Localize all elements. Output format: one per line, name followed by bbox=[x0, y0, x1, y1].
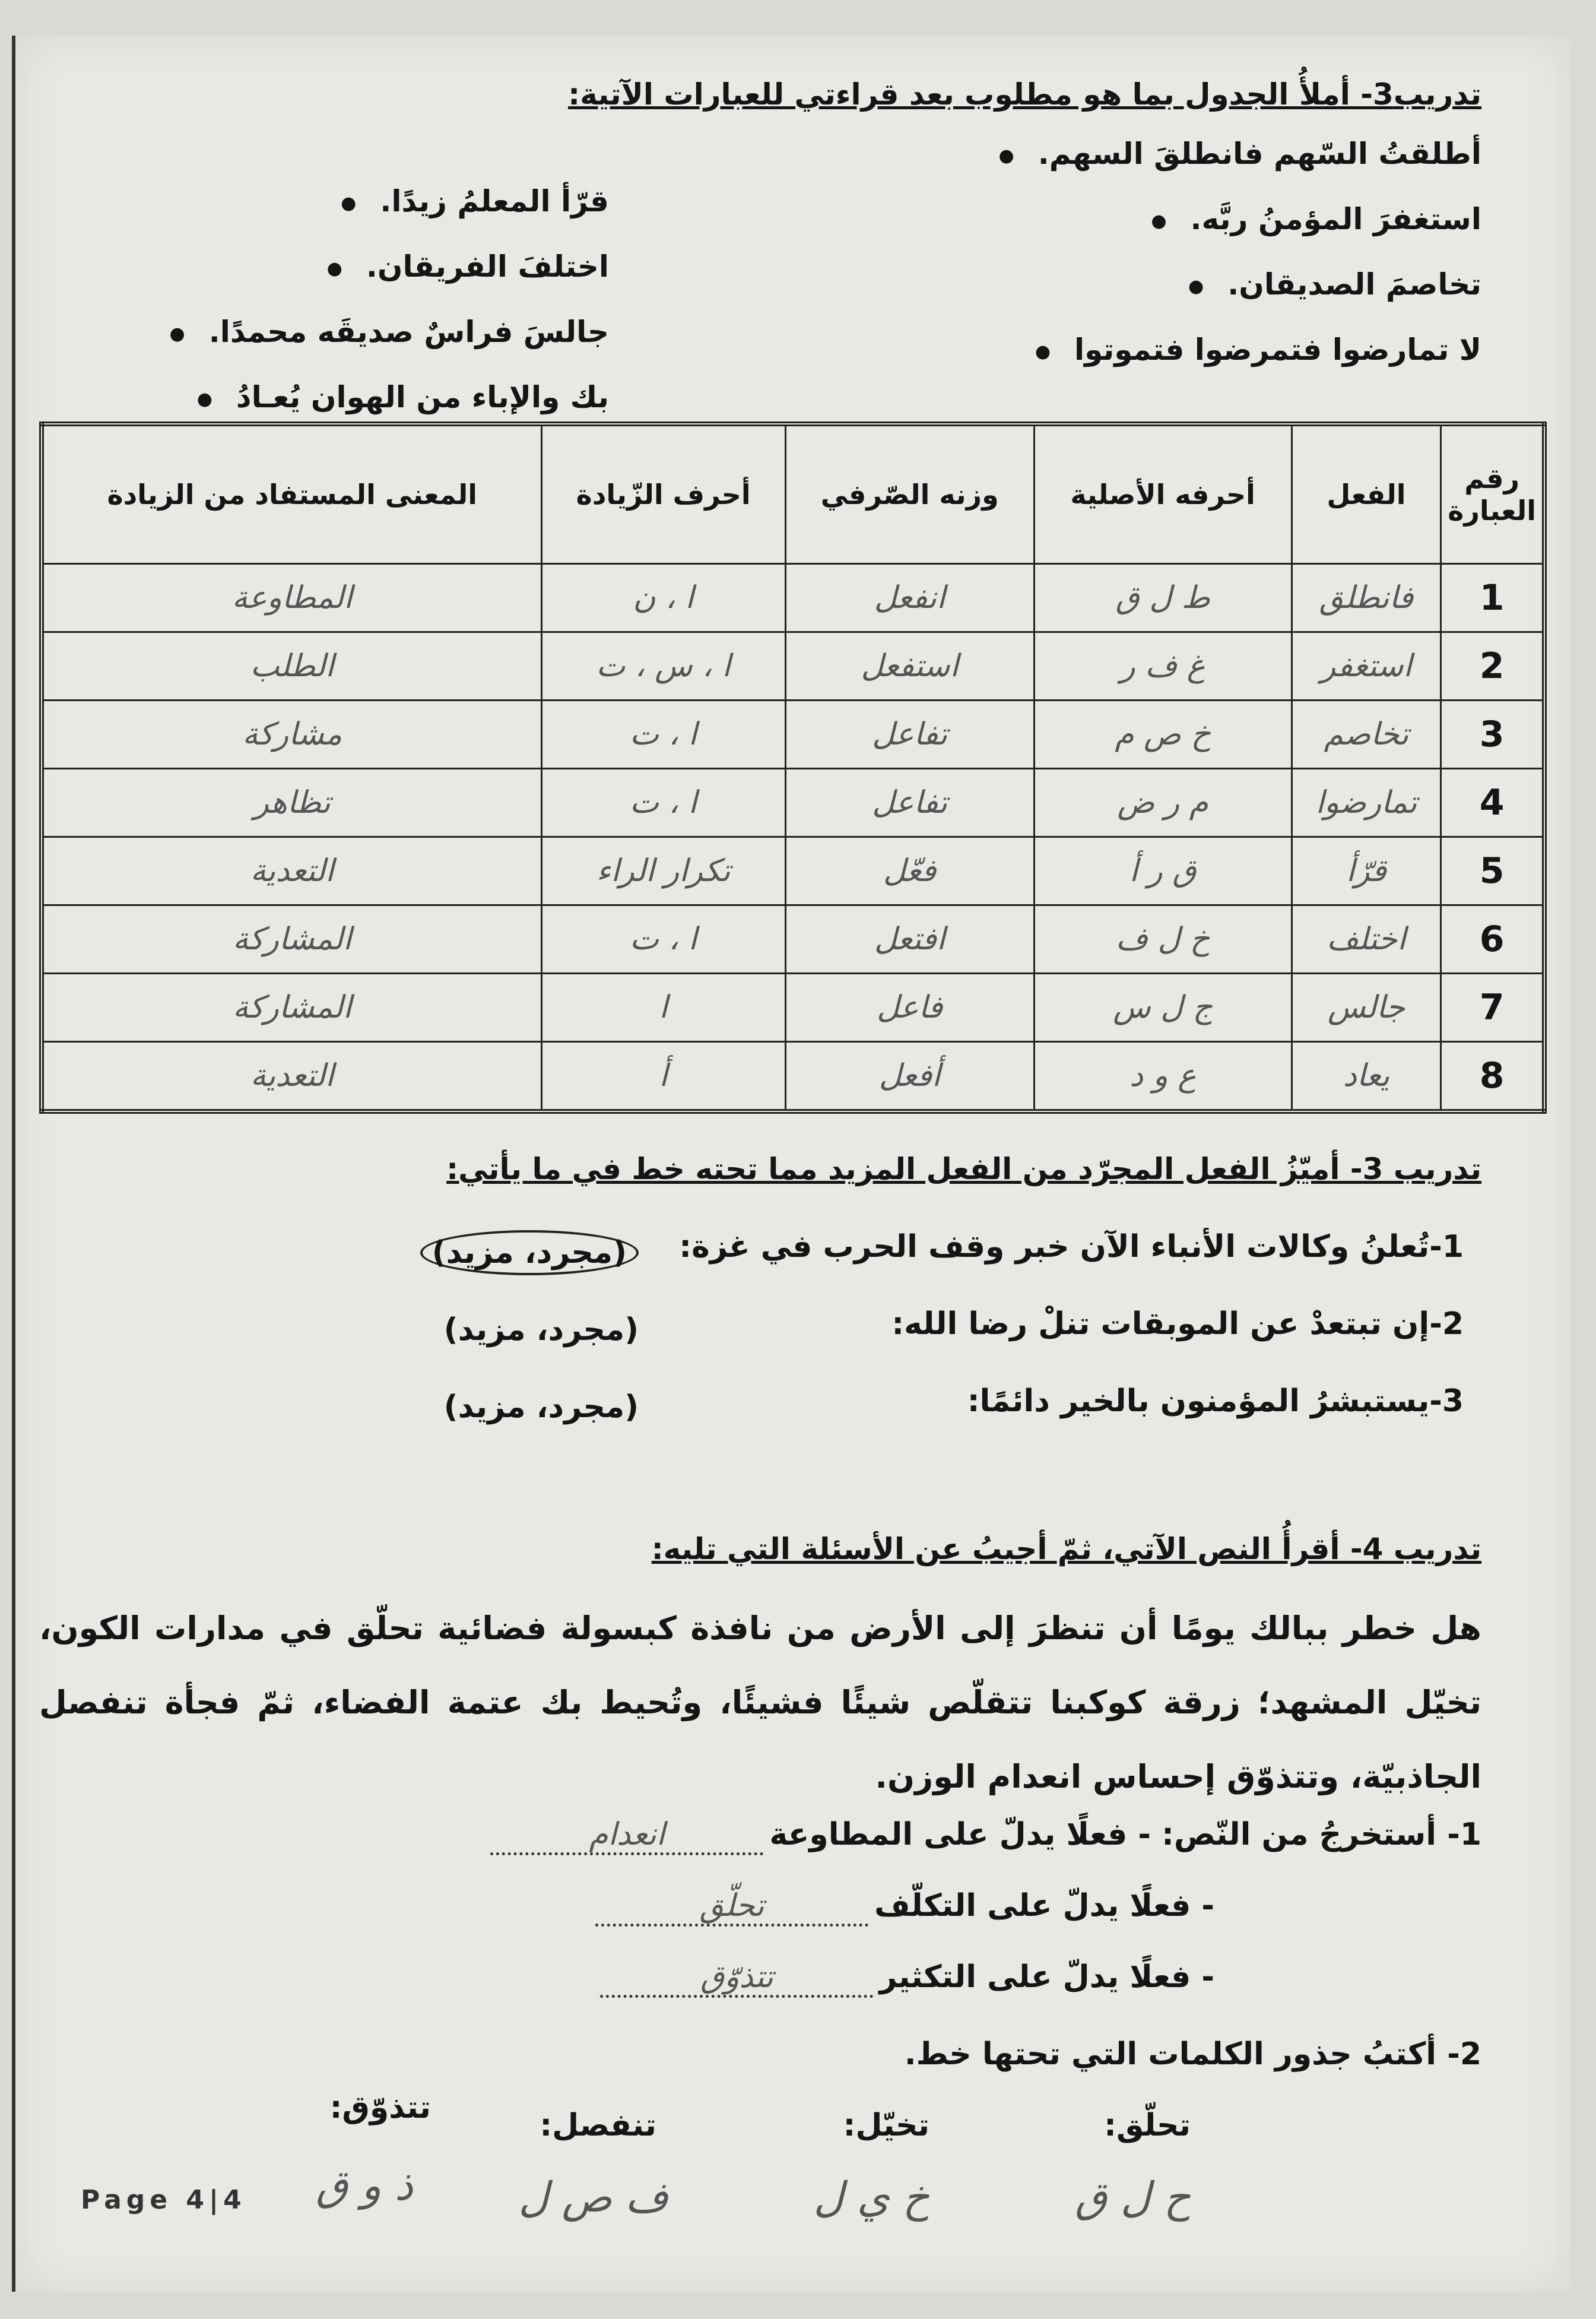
cell-added[interactable]: أ bbox=[541, 1042, 785, 1112]
cell-verb[interactable]: تخاصم bbox=[1292, 701, 1441, 769]
cell-verb[interactable]: جالس bbox=[1292, 974, 1441, 1042]
question-1a bbox=[490, 1817, 1481, 1855]
cell-meaning[interactable]: المشاركة bbox=[42, 974, 541, 1042]
ex3b-options-1[interactable]: (مجرد، مزيد) bbox=[420, 1235, 639, 1271]
header-added-letters: أحرف الزّيادة bbox=[541, 424, 785, 564]
sentence-2: استغفرَ المؤمنُ ربَّه. ● bbox=[1151, 202, 1481, 236]
sentence-4: لا تمارضوا فتمرضوا فتموتوا ● bbox=[1035, 332, 1481, 367]
cell-root[interactable]: خ ص م bbox=[1034, 701, 1292, 769]
question-1c-label: - فعلًا يدلّ على التكثير bbox=[879, 1959, 1214, 1995]
cell-number: 1 bbox=[1441, 564, 1544, 632]
answer-1a[interactable]: انعدام bbox=[490, 1817, 763, 1855]
cell-added[interactable]: ا bbox=[541, 974, 785, 1042]
answer-1c[interactable]: تتذوّق bbox=[600, 1959, 873, 1998]
cell-root[interactable]: ع و د bbox=[1034, 1042, 1292, 1112]
root-label-4: تتذوّق: bbox=[329, 2090, 431, 2125]
reading-passage: هل خطر ببالك يومًا أن تنظرَ إلى الأرض من نافذة كبسولة فضائية تحلّق في مدارات الكون، تخيّل المشهد؛ زرقة كوكبنا تتقلّص شيئًا فشيئًا، وتُحيط بك عتمة الفضاء، ثمّ فجأة تنفصل الجاذبيّة، وتتذوّق إحساس انعدام الوزن. bbox=[39, 1610, 1481, 1795]
cell-added[interactable]: تكرار الراء bbox=[541, 837, 785, 905]
cell-pattern[interactable]: تفاعل bbox=[785, 769, 1034, 837]
cell-pattern[interactable]: استفعل bbox=[785, 632, 1034, 701]
sentence-5: قرّأ المعلمُ زيدًا. ● bbox=[341, 184, 609, 218]
question-2: 2- أكتبُ جذور الكلمات التي تحتها خط. bbox=[904, 2036, 1481, 2072]
ex3b-options-2[interactable]: (مجرد، مزيد) bbox=[443, 1312, 639, 1348]
header-number: رقم العبارة bbox=[1441, 424, 1544, 564]
cell-added[interactable]: ا ، س ، ت bbox=[541, 632, 785, 701]
cell-number: 6 bbox=[1441, 905, 1544, 974]
cell-pattern[interactable]: فعّل bbox=[785, 837, 1034, 905]
cell-meaning[interactable]: التعدية bbox=[42, 1042, 541, 1112]
cell-meaning[interactable]: المشاركة bbox=[42, 905, 541, 974]
root-answer-3[interactable]: ف ص ل bbox=[518, 2173, 668, 2222]
table-row bbox=[42, 564, 1544, 632]
root-answer-1[interactable]: ح ل ق bbox=[1075, 2173, 1191, 2222]
cell-verb[interactable]: فانطلق bbox=[1292, 564, 1441, 632]
table-row bbox=[42, 905, 1544, 974]
cell-verb[interactable]: قرّأ bbox=[1292, 837, 1441, 905]
cell-pattern[interactable]: افتعل bbox=[785, 905, 1034, 974]
cell-pattern[interactable]: تفاعل bbox=[785, 701, 1034, 769]
header-verb: الفعل bbox=[1292, 424, 1441, 564]
cell-root[interactable]: ق ر أ bbox=[1034, 837, 1292, 905]
question-1b-label: - فعلًا يدلّ على التكلّف bbox=[874, 1888, 1214, 1924]
root-answer-2[interactable]: خ ي ل bbox=[813, 2173, 929, 2222]
cell-added[interactable]: ا ، ت bbox=[541, 701, 785, 769]
cell-added[interactable]: ا ، ت bbox=[541, 769, 785, 837]
cell-meaning[interactable]: المطاوعة bbox=[42, 564, 541, 632]
cell-meaning[interactable]: الطلب bbox=[42, 632, 541, 701]
table-header-row bbox=[42, 424, 1544, 564]
cell-number: 3 bbox=[1441, 701, 1544, 769]
page-number: Page 4|4 bbox=[81, 2185, 246, 2215]
ex3b-item-1: 1-تُعلنُ وكالات الأنباء الآن خبر وقف الحرب في غزة: bbox=[679, 1229, 1464, 1265]
root-label-1: تحلّق: bbox=[1104, 2108, 1191, 2143]
analysis-table bbox=[39, 422, 1547, 1114]
ex3b-item-2: 2-إن تبتعدْ عن الموبقات تنلْ رضا الله: bbox=[891, 1306, 1464, 1342]
root-label-3: تنفصل: bbox=[540, 2108, 656, 2143]
header-morph-pattern: وزنه الصّرفي bbox=[785, 424, 1034, 564]
root-answer-4[interactable]: ذ و ق bbox=[316, 2161, 413, 2210]
cell-meaning[interactable]: التعدية bbox=[42, 837, 541, 905]
exercise-3b-title: تدريب 3- أميّزُ الفعل المجرّد من الفعل المزيد مما تحته خط في ما يأتي: bbox=[446, 1152, 1481, 1186]
sentence-1: أطلقتُ السّهم فانطلقَ السهم. ● bbox=[999, 137, 1481, 171]
cell-number: 2 bbox=[1441, 632, 1544, 701]
cell-root[interactable]: ط ل ق bbox=[1034, 564, 1292, 632]
cell-root[interactable]: غ ف ر bbox=[1034, 632, 1292, 701]
table-row bbox=[42, 837, 1544, 905]
worksheet-page bbox=[12, 36, 1570, 2292]
header-root-letters: أحرفه الأصلية bbox=[1034, 424, 1292, 564]
sentence-3: تخاصمَ الصديقان. ● bbox=[1188, 267, 1481, 302]
cell-root[interactable]: خ ل ف bbox=[1034, 905, 1292, 974]
ex3b-item-3: 3-يستبشرُ المؤمنون بالخير دائمًا: bbox=[967, 1383, 1464, 1419]
cell-verb[interactable]: اختلف bbox=[1292, 905, 1441, 974]
table-row bbox=[42, 701, 1544, 769]
sentence-6: اختلفَ الفريقان. ● bbox=[327, 249, 609, 284]
cell-number: 4 bbox=[1441, 769, 1544, 837]
cell-root[interactable]: م ر ض bbox=[1034, 769, 1292, 837]
cell-number: 7 bbox=[1441, 974, 1544, 1042]
cell-meaning[interactable]: تظاهر bbox=[42, 769, 541, 837]
cell-pattern[interactable]: انفعل bbox=[785, 564, 1034, 632]
root-label-2: تخيّل: bbox=[843, 2108, 929, 2143]
table-row bbox=[42, 632, 1544, 701]
table-row bbox=[42, 1042, 1544, 1112]
cell-root[interactable]: ج ل س bbox=[1034, 974, 1292, 1042]
table-row bbox=[42, 974, 1544, 1042]
cell-number: 8 bbox=[1441, 1042, 1544, 1112]
table-row bbox=[42, 769, 1544, 837]
cell-verb[interactable]: استغفر bbox=[1292, 632, 1441, 701]
cell-pattern[interactable]: فاعل bbox=[785, 974, 1034, 1042]
ex3b-options-3[interactable]: (مجرد، مزيد) bbox=[443, 1389, 639, 1425]
cell-pattern[interactable]: أفعل bbox=[785, 1042, 1034, 1112]
question-1b bbox=[595, 1888, 1214, 1927]
question-1c bbox=[600, 1959, 1214, 1998]
cell-number: 5 bbox=[1441, 837, 1544, 905]
sentence-7: جالسَ فراسٌ صديقَه محمدًا. ● bbox=[170, 315, 609, 349]
cell-verb[interactable]: تمارضوا bbox=[1292, 769, 1441, 837]
cell-added[interactable]: ا ، ت bbox=[541, 905, 785, 974]
cell-added[interactable]: ا ، ن bbox=[541, 564, 785, 632]
cell-meaning[interactable]: مشاركة bbox=[42, 701, 541, 769]
header-meaning: المعنى المستفاد من الزيادة bbox=[42, 424, 541, 564]
question-1a-label: 1- أستخرجُ من النّص: - فعلًا يدلّ على المطاوعة bbox=[769, 1817, 1481, 1852]
exercise-3-title: تدريب3- أملأُ الجدول بما هو مطلوب بعد قراءتي للعبارات الآتية: bbox=[568, 77, 1481, 112]
answer-1b[interactable]: تحلّق bbox=[595, 1888, 868, 1927]
exercise-4-title: تدريب 4- أقرأُ النص الآتي، ثمّ أجيبُ عن الأسئلة التي تليه: bbox=[651, 1532, 1481, 1566]
sentence-8: بك والإباء من الهوان يُعـادُ ● bbox=[197, 380, 609, 414]
cell-verb[interactable]: يعاد bbox=[1292, 1042, 1441, 1112]
